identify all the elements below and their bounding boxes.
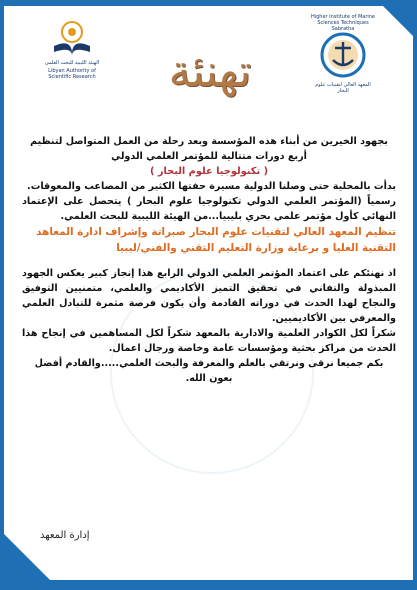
anchor-emblem-icon bbox=[318, 32, 368, 78]
left-logo-caption-ar: الهيئة الليبية للبحث العلمي bbox=[44, 60, 100, 66]
greeting-calligraphy bbox=[130, 26, 290, 118]
letter-body bbox=[22, 134, 396, 386]
greeting-text: تهنئة bbox=[168, 46, 252, 97]
congratulation-paragraph: اذ نهنئكم على اعتماد المؤتمر العلمي الدولي الرابع هذا إنجاز كبير يعكس الجهود المبذولة والتفاني في تحقيق التميز الأكاديمي والعلمي، متمنيين التوفيق والنجاح لهذا الحدث في دوراته القادمة وأن يكون فرصة مثمرة للتبادل العلمي والمعرفي بين الأكاديميين. bbox=[22, 268, 396, 324]
thanks-paragraph: شكراً لكل الكوادر العلمية والادارية بالمعهد شكراً لكل المساهمين في إنجاح هذا الحدث من مراكز بحثية ومؤسسات عامة وخاصة ورجال اعمال. bbox=[22, 328, 396, 354]
closing-paragraph: بكم جميعا نرقى ونرتقي بالعلم والمعرفة والبحث العلمي.....والقادم أفضل بعون الله. bbox=[34, 358, 384, 384]
intro-paragraph: بجهود الخيرين من أبناء هذه المؤسسة وبعد رحلة من العمل المتواصل لتنظيم أربع دورات متتالية للمؤتمر العلمي الدولي bbox=[30, 136, 388, 162]
history-paragraph: بدأت بالمحلية حتى وصلنا الدولية مسيرة حفتها الكثير من المصاعب والمعوقات. bbox=[27, 181, 396, 192]
frame-corner-top-right bbox=[377, 0, 417, 40]
frame-left-border bbox=[0, 0, 4, 590]
frame-bottom-border bbox=[0, 580, 417, 590]
frame-top-border bbox=[0, 0, 417, 6]
left-logo-caption-en: Libyan Authority of Scientific Research bbox=[48, 68, 96, 80]
signature: إدارة المعهد bbox=[40, 530, 90, 541]
right-logo-caption-en: Higher Institute of Marine Sciences Techniques Sabratha bbox=[310, 14, 376, 32]
conference-name: ( تكنولوجيا علوم البحار ) bbox=[149, 166, 269, 177]
libyan-authority-logo bbox=[40, 18, 104, 80]
frame-right-border bbox=[413, 0, 417, 590]
accreditation-paragraph: رسمياً (المؤتمر العلمي الدولي تكنولوجيا علوم البحار ) يتحصل على الإعتماد النهائي كأول مؤتمر علمي بحري بليبيا...من الهيئة الليبية للبحث العلمي. bbox=[22, 196, 396, 222]
right-logo-caption-ar: المعهد العالي لتقنيات علوم البحار bbox=[315, 82, 371, 94]
marine-institute-logo bbox=[309, 14, 377, 94]
organizer-statement: تنظيم المعهد العالي لتقنيات علوم البحار صبراتة وإشراف ادارة المعاهد التقنية العليا و برعاية وزارة التعليم التقني والفني/ليبيا bbox=[36, 226, 396, 254]
open-book-icon bbox=[50, 18, 94, 58]
